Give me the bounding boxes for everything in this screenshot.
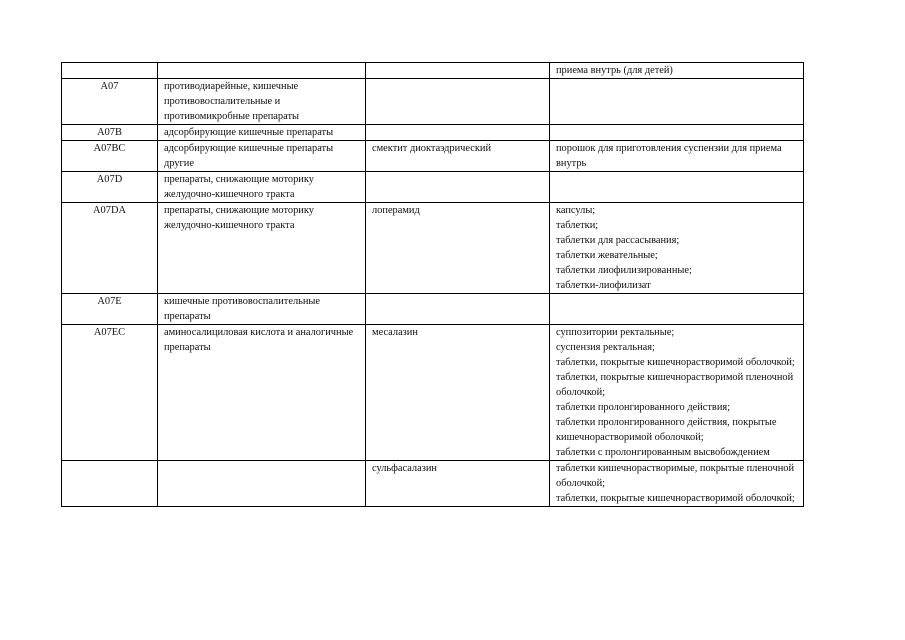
dosage-form-cell [550, 172, 804, 203]
drug-name-cell [366, 172, 550, 203]
dosage-form-cell: приема внутрь (для детей) [550, 63, 804, 79]
dosage-form-cell [550, 125, 804, 141]
atc-code-cell: A07 [62, 79, 158, 125]
group-name-cell: кишечные противовоспалительные препараты [158, 294, 366, 325]
table-row [62, 79, 804, 125]
group-name-cell: адсорбирующие кишечные препараты другие [158, 141, 366, 172]
drug-name-cell: смектит диоктаэдрический [366, 141, 550, 172]
table-row [62, 294, 804, 325]
group-name-cell [158, 461, 366, 507]
dosage-form-cell: порошок для приготовления суспензии для приема внутрь [550, 141, 804, 172]
table-row [62, 141, 804, 172]
group-name-cell: аминосалициловая кислота и аналогичные препараты [158, 325, 366, 461]
atc-code-cell: A07EC [62, 325, 158, 461]
dosage-form-cell: суппозитории ректальные; суспензия ректальная; таблетки, покрытые кишечнорастворимой оболочкой; таблетки, покрытые кишечнорастворимой пленочной оболочкой; таблетки пролонгированного действия; таблетки пролонгированного действия, покрытые кишечнорастворимой оболочкой; таблетки с пролонгированным высвобождением [550, 325, 804, 461]
table-row [62, 125, 804, 141]
table-row [62, 461, 804, 507]
atc-code-cell: A07E [62, 294, 158, 325]
dosage-form-cell [550, 79, 804, 125]
drug-name-cell [366, 125, 550, 141]
drug-name-cell: месалазин [366, 325, 550, 461]
dosage-form-cell: капсулы; таблетки; таблетки для рассасывания; таблетки жевательные; таблетки лиофилизированные; таблетки-лиофилизат [550, 203, 804, 294]
table-row [62, 325, 804, 461]
dosage-form-cell: таблетки кишечнорастворимые, покрытые пленочной оболочкой; таблетки, покрытые кишечнорастворимой оболочкой; [550, 461, 804, 507]
group-name-cell [158, 63, 366, 79]
drug-name-cell [366, 294, 550, 325]
drug-name-cell [366, 79, 550, 125]
drug-name-cell [366, 63, 550, 79]
atc-code-cell: A07DA [62, 203, 158, 294]
atc-code-cell: A07B [62, 125, 158, 141]
group-name-cell: адсорбирующие кишечные препараты [158, 125, 366, 141]
table-row [62, 63, 804, 79]
dosage-form-cell [550, 294, 804, 325]
group-name-cell: препараты, снижающие моторику желудочно-кишечного тракта [158, 172, 366, 203]
drug-name-cell: лоперамид [366, 203, 550, 294]
table-row [62, 172, 804, 203]
atc-code-cell [62, 63, 158, 79]
drug-classification-table [61, 62, 804, 507]
atc-code-cell: A07BC [62, 141, 158, 172]
drug-name-cell: сульфасалазин [366, 461, 550, 507]
atc-code-cell: A07D [62, 172, 158, 203]
table-row [62, 203, 804, 294]
group-name-cell: противодиарейные, кишечные противовоспалительные и противомикробные препараты [158, 79, 366, 125]
group-name-cell: препараты, снижающие моторику желудочно-кишечного тракта [158, 203, 366, 294]
atc-code-cell [62, 461, 158, 507]
